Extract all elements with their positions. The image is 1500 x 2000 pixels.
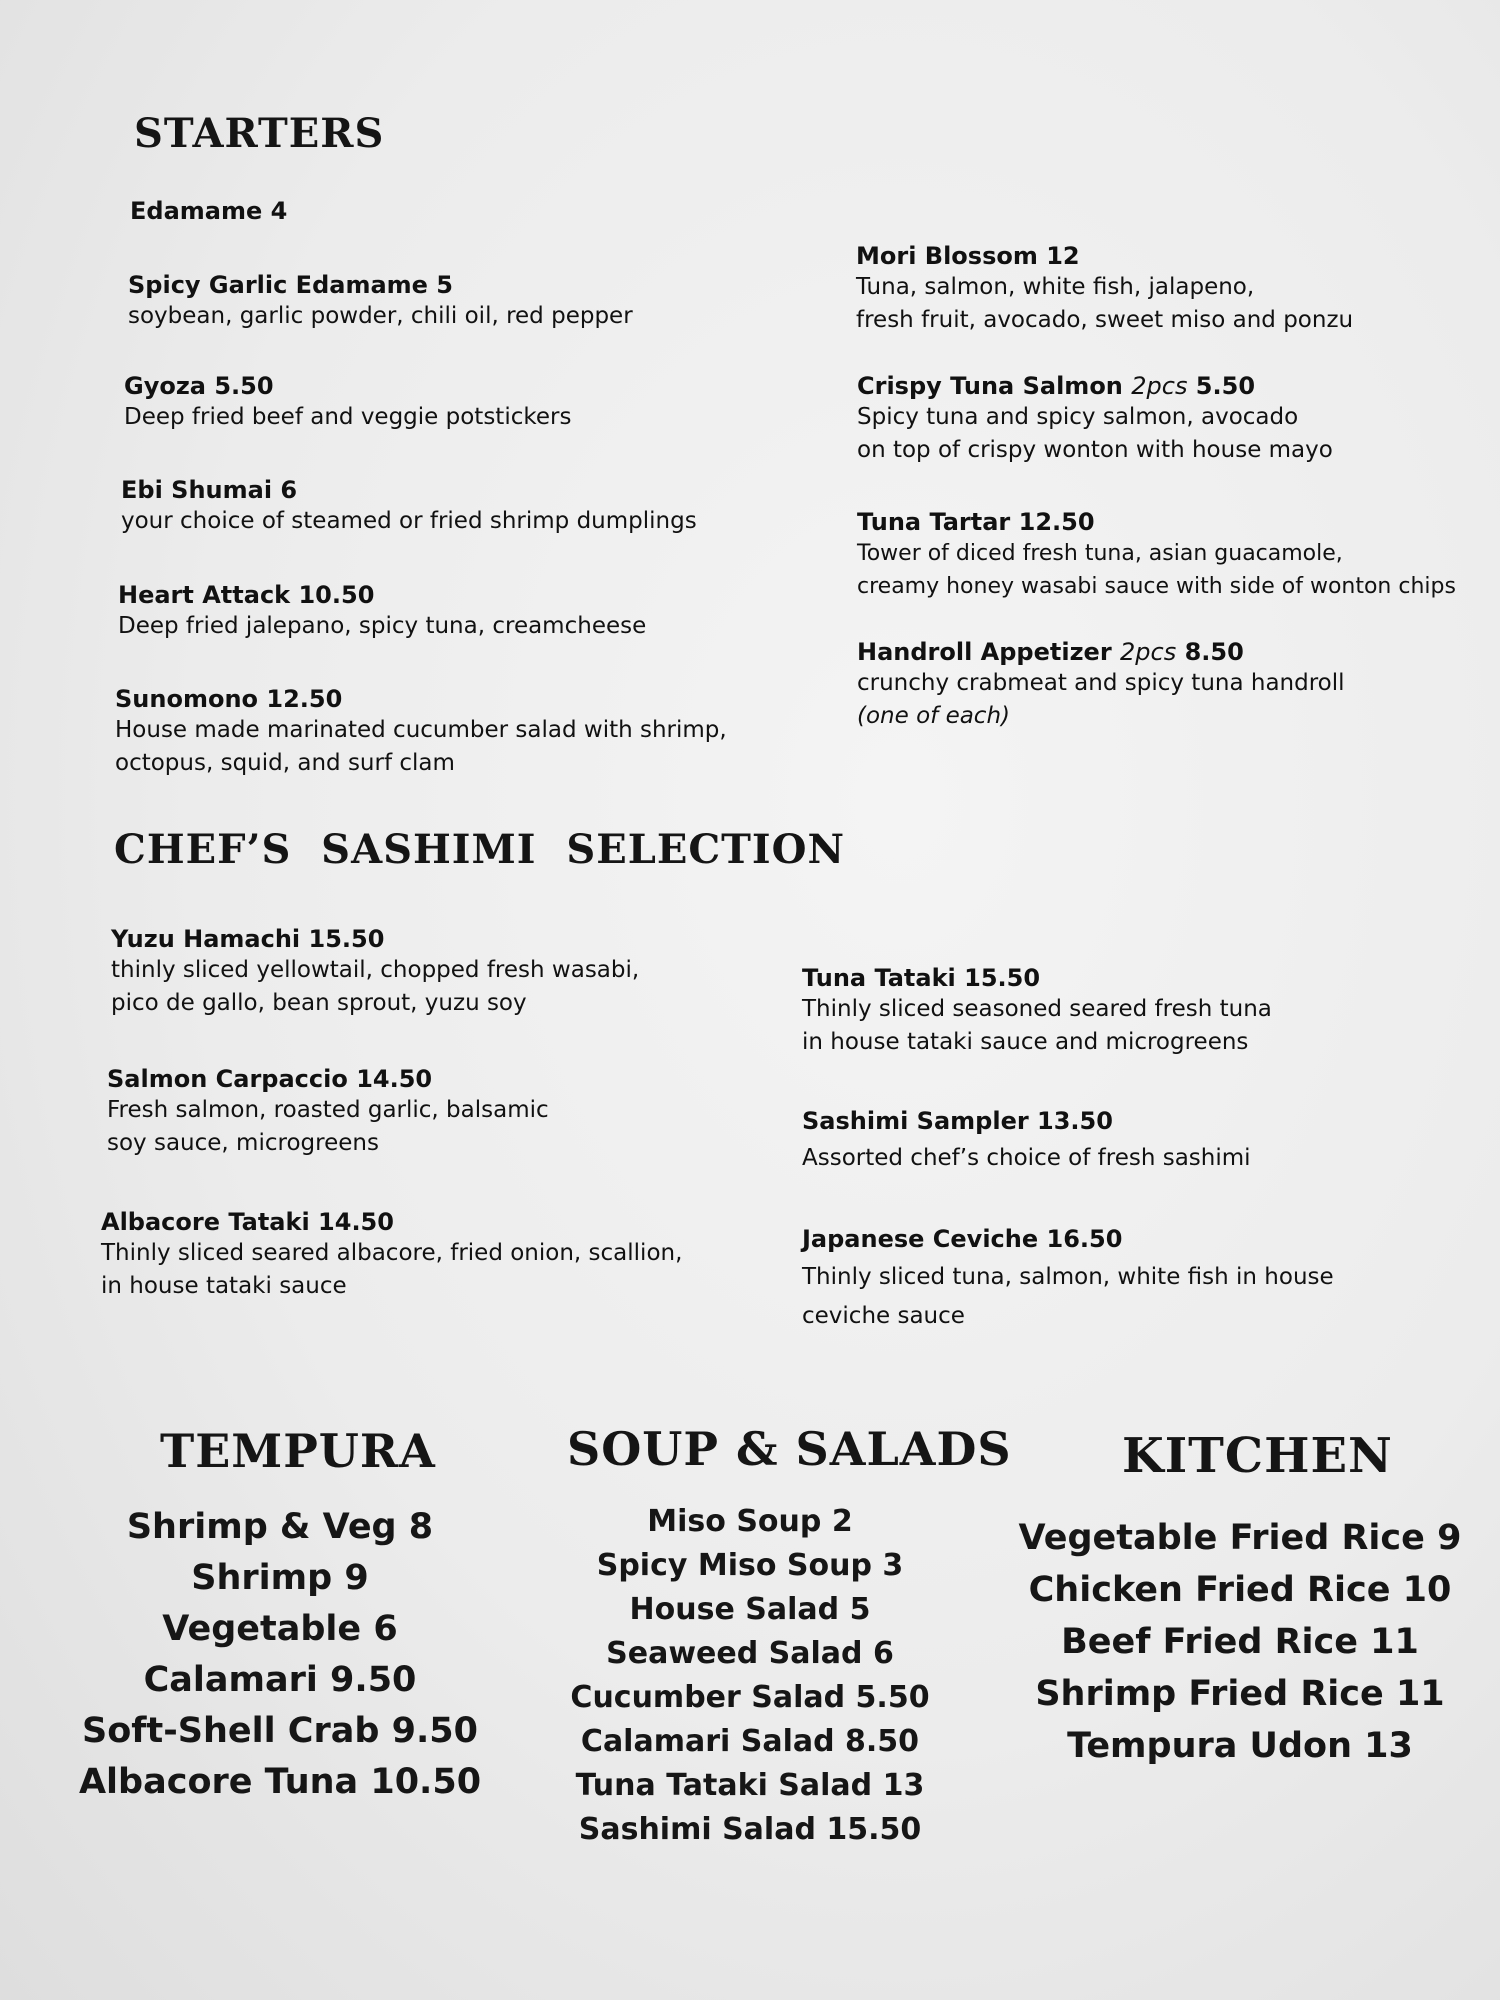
list-item: Shrimp & Veg 8 <box>126 1507 434 1547</box>
list-item: Calamari 9.50 <box>143 1660 417 1700</box>
item-name: Salmon Carpaccio 14.50 <box>107 1065 433 1093</box>
tempura-list <box>60 1502 500 1808</box>
list-item: Soft-Shell Crab 9.50 <box>82 1711 478 1751</box>
item-name: Gyoza 5.50 <box>124 372 274 400</box>
item-name: Sunomono 12.50 <box>115 685 343 713</box>
kitchen-list <box>1010 1512 1470 1772</box>
item-name: Tuna Tartar 12.50 <box>857 508 1095 536</box>
item-name: Heart Attack 10.50 <box>118 581 375 609</box>
menu-item <box>130 196 770 226</box>
list-item: Seaweed Salad 6 <box>606 1636 894 1671</box>
list-item: Sashimi Salad 15.50 <box>578 1812 922 1847</box>
menu-item <box>128 270 768 333</box>
menu-item <box>107 1064 747 1160</box>
list-item: Vegetable Fried Rice 9 <box>1018 1518 1462 1558</box>
list-item: Beef Fried Rice 11 <box>1061 1622 1419 1662</box>
list-item: Albacore Tuna 10.50 <box>78 1762 482 1802</box>
soups-heading: SOUP & SALADS <box>567 1422 1012 1476</box>
item-name: Ebi Shumai 6 <box>121 476 298 504</box>
item-description: Fresh salmon, roasted garlic, balsamic soy sauce, microgreens <box>107 1097 549 1156</box>
item-description: House made marinated cucumber salad with shrimp, octopus, squid, and surf clam <box>115 717 727 776</box>
item-description: crunchy crabmeat and spicy tuna handroll <box>857 670 1345 696</box>
menu-item <box>121 475 761 538</box>
menu-item <box>802 963 1442 1059</box>
list-item: Spicy Miso Soup 3 <box>596 1548 904 1583</box>
menu-item <box>856 241 1496 337</box>
list-item: Shrimp Fried Rice 11 <box>1035 1674 1445 1714</box>
item-description: Tuna, salmon, white fish, jalapeno, fresh fruit, avocado, sweet miso and ponzu <box>856 274 1354 333</box>
item-name: Handroll Appetizer 2pcs 8.50 <box>857 638 1244 666</box>
item-description: Spicy tuna and spicy salmon, avocado on top of crispy wonton with house mayo <box>857 404 1333 463</box>
item-description: Thinly sliced seared albacore, fried onion, scallion, in house tataki sauce <box>101 1240 683 1299</box>
item-description: Assorted chef’s choice of fresh sashimi <box>802 1145 1251 1171</box>
item-name: Sashimi Sampler 13.50 <box>802 1107 1113 1135</box>
item-description: soybean, garlic powder, chili oil, red pepper <box>128 303 633 329</box>
list-item: Miso Soup 2 <box>647 1504 853 1539</box>
item-description: Deep fried jalepano, spicy tuna, creamcheese <box>118 613 647 639</box>
soups-list <box>530 1500 970 1852</box>
menu-item <box>857 637 1497 733</box>
list-item: Shrimp 9 <box>191 1558 369 1598</box>
item-name: Crispy Tuna Salmon 2pcs 5.50 <box>857 372 1256 400</box>
item-description: your choice of steamed or fried shrimp dumplings <box>121 508 697 534</box>
item-name: Mori Blossom 12 <box>856 242 1080 270</box>
list-item: Chicken Fried Rice 10 <box>1028 1570 1452 1610</box>
menu-item <box>802 1106 1442 1175</box>
menu-item <box>118 580 758 643</box>
item-name: Japanese Ceviche 16.50 <box>802 1225 1123 1253</box>
menu-item <box>857 371 1497 467</box>
item-name: Edamame 4 <box>130 197 288 225</box>
list-item: Tempura Udon 13 <box>1067 1726 1413 1766</box>
menu-item <box>802 1224 1442 1336</box>
sashimi-heading: CHEF’S SASHIMI SELECTION <box>114 826 846 873</box>
list-item: Tuna Tataki Salad 13 <box>575 1768 925 1803</box>
list-item: House Salad 5 <box>629 1592 871 1627</box>
item-name: Yuzu Hamachi 15.50 <box>111 925 385 953</box>
list-item: Calamari Salad 8.50 <box>580 1724 920 1759</box>
menu-item <box>857 507 1497 603</box>
menu-item <box>101 1207 741 1303</box>
kitchen-heading: KITCHEN <box>1122 1428 1393 1484</box>
item-name: Spicy Garlic Edamame 5 <box>128 271 453 299</box>
item-description: thinly sliced yellowtail, chopped fresh wasabi, pico de gallo, bean sprout, yuzu soy <box>111 957 640 1016</box>
item-description: Deep fried beef and veggie potstickers <box>124 404 572 430</box>
item-description: Thinly sliced tuna, salmon, white fish in house ceviche sauce <box>802 1264 1334 1329</box>
list-item: Vegetable 6 <box>162 1609 398 1649</box>
menu-item <box>124 371 764 434</box>
menu-item <box>111 924 751 1020</box>
item-description: Thinly sliced seasoned seared fresh tuna in house tataki sauce and microgreens <box>802 996 1272 1055</box>
item-name: Tuna Tataki 15.50 <box>802 964 1041 992</box>
list-item: Cucumber Salad 5.50 <box>570 1680 930 1715</box>
item-description: Tower of diced fresh tuna, asian guacamole, creamy honey wasabi sauce with side of wonton chips <box>857 541 1456 599</box>
menu-item <box>115 684 755 780</box>
starters-heading: STARTERS <box>134 110 385 157</box>
tempura-heading: TEMPURA <box>160 1424 436 1478</box>
item-name: Albacore Tataki 14.50 <box>101 1208 394 1236</box>
item-description-note: (one of each) <box>857 703 1011 729</box>
